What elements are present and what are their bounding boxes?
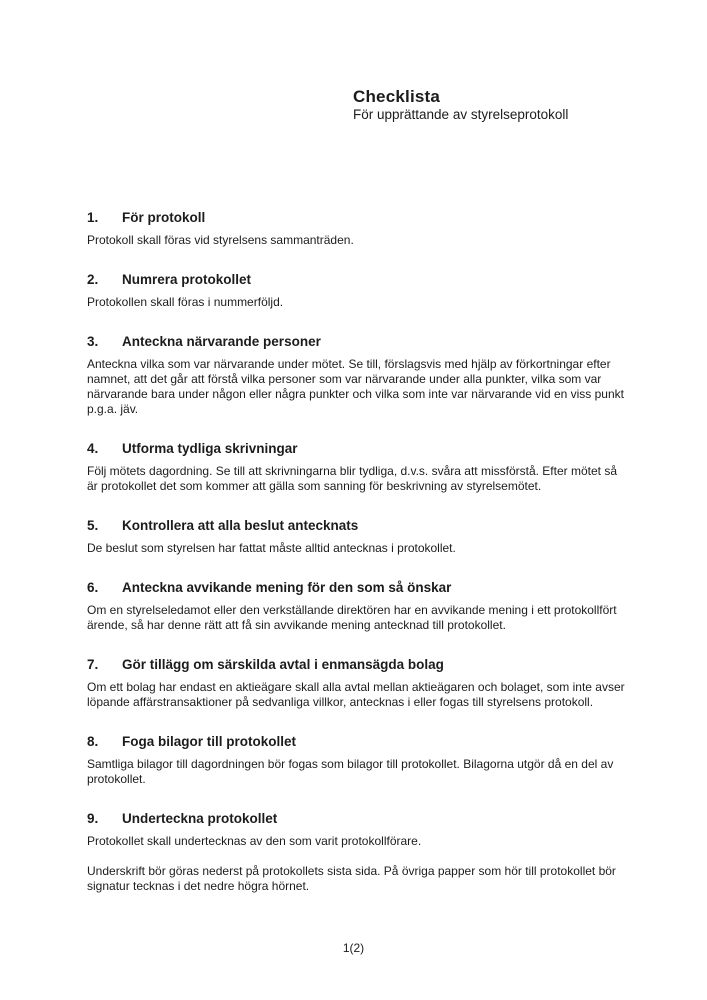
section-6-heading bbox=[87, 580, 625, 596]
section-8-number: 8. bbox=[87, 734, 99, 749]
section-4-heading-text: Utforma tydliga skrivningar bbox=[122, 441, 298, 456]
section-5-heading bbox=[87, 518, 625, 534]
page-number: 1(2) bbox=[342, 941, 365, 955]
section-6-heading-text: Anteckna avvikande mening för den som så önskar bbox=[122, 580, 452, 595]
section-4 bbox=[87, 441, 625, 494]
section-2-heading-text: Numrera protokollet bbox=[122, 272, 252, 287]
section-2-number: 2. bbox=[87, 272, 99, 287]
section-3-heading-text: Anteckna närvarande personer bbox=[122, 334, 321, 349]
section-6-paragraph: Om en styrelseledamot eller den verkställande direktören har en avvikande mening i ett protokollfört ärende, så har denne rätt att få sin avvikande mening antecknad till protokollet. bbox=[87, 603, 617, 632]
section-8 bbox=[87, 734, 625, 787]
section-3 bbox=[87, 334, 625, 417]
section-5-heading-text: Kontrollera att alla beslut antecknats bbox=[122, 518, 359, 533]
section-6-number: 6. bbox=[87, 580, 99, 595]
section-2-heading bbox=[87, 272, 625, 288]
section-3-number: 3. bbox=[87, 334, 99, 349]
section-2 bbox=[87, 272, 625, 310]
section-5 bbox=[87, 518, 625, 556]
section-1-paragraph: Protokoll skall föras vid styrelsens sammanträden. bbox=[87, 233, 354, 247]
section-7-heading bbox=[87, 657, 625, 673]
document-header bbox=[353, 87, 568, 123]
section-8-paragraph: Samtliga bilagor till dagordningen bör fogas som bilagor till protokollet. Bilagorna utgör då en del av protokollet. bbox=[87, 757, 614, 786]
section-9-number: 9. bbox=[87, 811, 99, 826]
section-5-paragraph: De beslut som styrelsen har fattat måste alltid antecknas i protokollet. bbox=[87, 541, 456, 555]
section-4-paragraph: Följ mötets dagordning. Se till att skrivningarna blir tydliga, d.v.s. svåra att missförstå. Efter mötet så är protokollet det som kommer att gälla som sanning för beskrivning av styrelsemötet. bbox=[87, 464, 617, 493]
section-2-paragraph: Protokollen skall föras i nummerföljd. bbox=[87, 295, 284, 309]
section-7-number: 7. bbox=[87, 657, 99, 672]
document-title: Checklista bbox=[353, 87, 441, 106]
document-body bbox=[87, 210, 625, 894]
section-3-paragraph: Anteckna vilka som var närvarande under mötet. Se till, förslagsvis med hjälp av förkortningar efter namnet, att det går att förstå vilka personer som var närvarande under alla punkter, vilka som var närvarande bara under någon eller några punkter och vilka som inte var närvarande vid en viss punkt p.g.a. jäv. bbox=[87, 357, 624, 416]
section-1 bbox=[87, 210, 625, 248]
section-3-heading bbox=[87, 334, 625, 350]
section-7 bbox=[87, 657, 625, 710]
section-9-heading bbox=[87, 811, 625, 827]
section-5-number: 5. bbox=[87, 518, 99, 533]
section-9 bbox=[87, 811, 625, 894]
section-7-heading-text: Gör tillägg om särskilda avtal i enmansägda bolag bbox=[122, 657, 444, 672]
section-1-heading-text: För protokoll bbox=[122, 210, 206, 225]
section-1-number: 1. bbox=[87, 210, 99, 225]
section-4-number: 4. bbox=[87, 441, 99, 456]
section-9-heading-text: Underteckna protokollet bbox=[122, 811, 278, 826]
section-4-heading bbox=[87, 441, 625, 457]
section-1-heading bbox=[87, 210, 625, 226]
document-subtitle: För upprättande av styrelseprotokoll bbox=[353, 107, 569, 122]
section-6 bbox=[87, 580, 625, 633]
section-9-paragraph-2: Underskrift bör göras nederst på protokollets sista sida. På övriga papper som hör till protokollet bör signatur tecknas i det nedre högra hörnet. bbox=[87, 864, 616, 893]
section-8-heading bbox=[87, 734, 625, 750]
section-7-paragraph: Om ett bolag har endast en aktieägare skall alla avtal mellan aktieägaren och bolaget, som inte avser löpande affärstransaktioner på sedvanliga villkor, antecknas i eller fogas till styrelsens protokoll. bbox=[87, 680, 625, 709]
section-9-paragraph: Protokollet skall undertecknas av den som varit protokollförare. bbox=[87, 834, 422, 848]
section-8-heading-text: Foga bilagor till protokollet bbox=[122, 734, 296, 749]
